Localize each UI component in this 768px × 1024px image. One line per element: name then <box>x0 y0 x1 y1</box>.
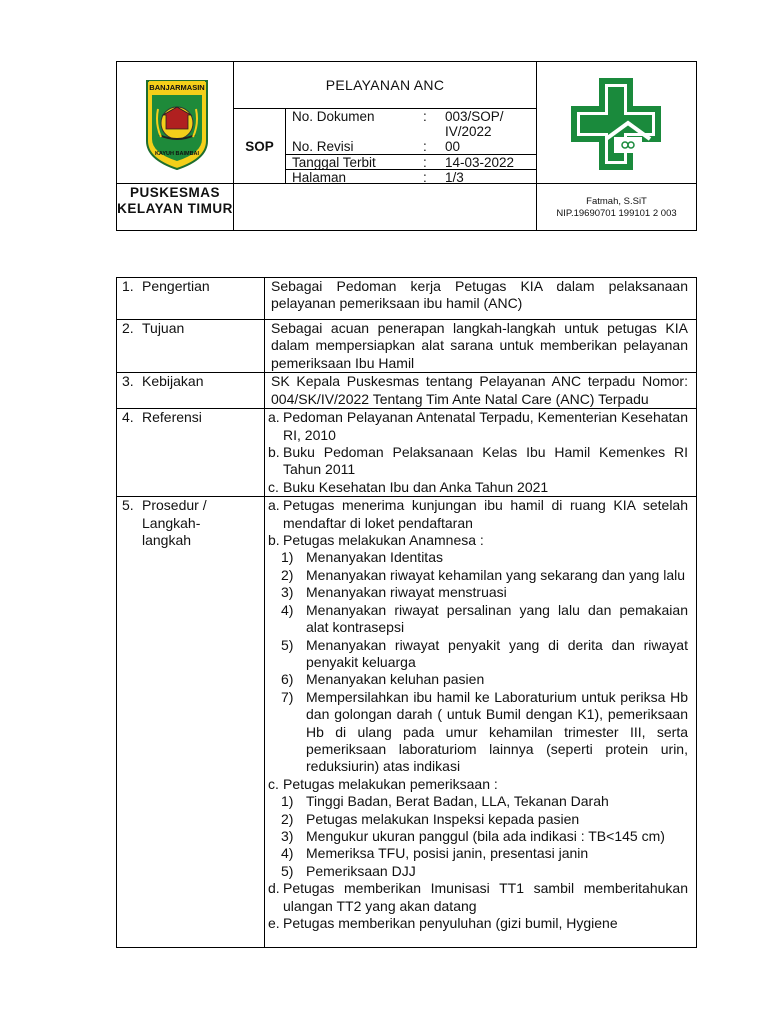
meta-value: 003/SOP/ IV/2022 <box>445 109 504 139</box>
substep-text: Menanyakan riwayat persalinan yang lalu dan pemakaian alat kontrasepsi <box>306 601 688 636</box>
substep-marker: 3) <box>281 584 294 601</box>
procedure-substep <box>281 602 688 637</box>
substep-marker: 7) <box>281 688 294 705</box>
section-label: Tujuan <box>142 320 185 336</box>
section-row <box>117 320 697 373</box>
procedure-step <box>268 532 688 549</box>
meta-label: No. Revisi <box>292 139 354 154</box>
signer-name: Fatmah, S.SiT <box>586 196 647 207</box>
substep-text: Mempersilahkan ibu hamil ke Laboraturium untuk periksa Hb dan golongan darah ( untuk Bumil dengan K1), pemeriksaan Hb di ulang pada umur kehamilan trimester III, serta pemeriksaan laboraturiom lainnya (seperti protein urin, reduksiurin) atas indikasi <box>306 688 688 775</box>
substep-marker: 2) <box>281 566 294 583</box>
substep-text: Menanyakan riwayat penyakit yang di derita dan riwayat penyakit keluarga <box>306 636 688 670</box>
substep-marker: 1) <box>281 793 294 810</box>
substep-marker: 4) <box>281 845 294 862</box>
section-label-cell <box>117 320 265 373</box>
list-item-text: Buku Kesehatan Ibu dan Anka Tahun 2021 <box>283 478 549 495</box>
procedure-substep <box>281 584 688 601</box>
logo-text-top: BANJARMASIN <box>149 83 205 92</box>
procedure-step <box>268 776 688 793</box>
procedure-substep <box>281 845 688 862</box>
section-label-cell <box>117 409 265 497</box>
section-label: Prosedur / Langkah-langkah <box>142 497 207 549</box>
section-number: 2. <box>122 320 134 336</box>
meta-sep: : <box>423 170 427 185</box>
step-text: Petugas menerima kunjungan ibu hamil di ruang KIA setelah mendaftar di loket pendaftaran <box>283 497 688 531</box>
procedure-step <box>268 880 688 915</box>
list-marker: b. <box>268 444 280 461</box>
sop-header <box>116 61 697 231</box>
signer-nip: NIP.19690701 199101 2 003 <box>556 208 677 219</box>
substep-text: Mengukur ukuran panggul (bila ada indikasi : TB<145 cm) <box>306 827 665 844</box>
meta-label: Tanggal Terbit <box>292 155 376 170</box>
step-text: Petugas memberikan penyuluhan (gizi bumil, Hygiene <box>283 915 618 931</box>
step-text: Petugas melakukan Anamnesa : <box>283 532 484 549</box>
section-label: Referensi <box>142 409 202 426</box>
substep-text: Menanyakan keluhan pasien <box>306 671 485 688</box>
meta-value: 1/3 <box>445 170 464 185</box>
substep-marker: 4) <box>281 601 294 618</box>
procedure-substep <box>281 863 688 880</box>
step-marker: e. <box>268 915 280 931</box>
section-row <box>117 373 697 409</box>
step-marker: d. <box>268 880 280 897</box>
substep-text: Petugas melakukan Inspeksi kepada pasien <box>306 810 580 827</box>
section-label: Pengertian <box>142 278 210 294</box>
substep-marker: 2) <box>281 810 294 827</box>
section-label-cell <box>117 278 265 320</box>
list-item-text: Pedoman Pelayanan Antenatal Terpadu, Kementerian Kesehatan RI, 2010 <box>283 409 688 443</box>
logo-text-bottom: KAYUH BAIMBAI <box>154 151 200 157</box>
procedure-substep <box>281 549 688 566</box>
substep-marker: 3) <box>281 827 294 844</box>
sop-content-table <box>116 277 697 948</box>
procedure-substep <box>281 811 688 828</box>
procedure-substep <box>281 671 688 688</box>
substep-text: Pemeriksaan DJJ <box>306 862 416 879</box>
meta-label: No. Dokumen <box>292 109 375 124</box>
list-item <box>268 444 688 479</box>
substep-text: Menanyakan riwayat menstruasi <box>306 584 507 601</box>
section-text: Sebagai acuan penerapan langkah-langkah untuk petugas KIA dalam mempersiapkan alat sarana untuk memberikan pelayanan pemeriksaan Ibu Hamil <box>265 320 697 373</box>
banjarmasin-logo <box>141 79 213 171</box>
meta-value: 14-03-2022 <box>445 155 515 170</box>
substep-marker: 6) <box>281 671 294 688</box>
substep-marker: 5) <box>281 862 294 879</box>
list-item <box>268 409 688 444</box>
document-title: PELAYANAN ANC <box>325 77 445 93</box>
list-marker: c. <box>268 478 279 495</box>
meta-sep: : <box>423 139 427 154</box>
meta-sep: : <box>423 155 427 170</box>
section-text: SK Kepala Puskesmas tentang Pelayanan ANC terpadu Nomor: 004/SK/IV/2022 Tentang Tim Ante Natal Care (ANC) Terpadu <box>265 373 697 409</box>
step-text: Petugas memberikan Imunisasi TT1 sambil memberitahukan ulangan TT2 yang akan datang <box>283 880 688 914</box>
meta-sep: : <box>423 109 427 124</box>
substep-text: Menanyakan Identitas <box>306 549 443 566</box>
list-marker: a. <box>268 409 280 426</box>
meta-value: 00 <box>445 139 461 154</box>
section-label: Kebijakan <box>142 373 204 390</box>
step-marker: a. <box>268 497 280 514</box>
substep-text: Tinggi Badan, Berat Badan, LLA, Tekanan Darah <box>306 793 609 810</box>
section-row <box>117 497 697 948</box>
section-text: Sebagai Pedoman kerja Petugas KIA dalam pelaksanaan pelayanan pemeriksaan ibu hamil (ANC) <box>265 278 697 320</box>
section-row <box>117 278 697 320</box>
procedure-substep <box>281 567 688 584</box>
section-number: 5. <box>122 497 134 514</box>
step-text: Petugas melakukan pemeriksaan : <box>283 775 498 792</box>
section-number: 1. <box>122 278 134 294</box>
section-label-cell <box>117 497 265 948</box>
divider <box>285 108 286 184</box>
sop-label: SOP <box>245 139 274 154</box>
substep-text: Memeriksa TFU, posisi janin, presentasi janin <box>306 845 589 862</box>
list-item <box>268 479 688 496</box>
list-item-text: Buku Pedoman Pelaksanaan Kelas Ibu Hamil Kemenkes RI Tahun 2011 <box>283 444 688 478</box>
procedure-step <box>268 915 688 932</box>
substep-text: Menanyakan riwayat kehamilan yang sekarang dan yang lalu <box>306 566 686 583</box>
substep-marker: 5) <box>281 636 294 653</box>
organization-name: PUSKESMAS KELAYAN TIMUR <box>117 185 233 216</box>
section-row <box>117 409 697 497</box>
procedure-step <box>268 497 688 532</box>
procedure-substep <box>281 689 688 776</box>
section-label-cell <box>117 373 265 409</box>
section-number: 3. <box>122 373 134 390</box>
step-marker: b. <box>268 532 280 549</box>
section-number: 4. <box>122 409 134 426</box>
puskesmas-logo <box>570 77 662 171</box>
substep-marker: 1) <box>281 549 294 566</box>
procedure-substep <box>281 637 688 672</box>
reference-list <box>265 409 697 497</box>
procedure-substep <box>281 828 688 845</box>
procedure-list <box>265 497 697 948</box>
divider <box>117 183 696 184</box>
meta-label: Halaman <box>292 170 347 185</box>
procedure-substep <box>281 793 688 810</box>
step-marker: c. <box>268 775 279 792</box>
